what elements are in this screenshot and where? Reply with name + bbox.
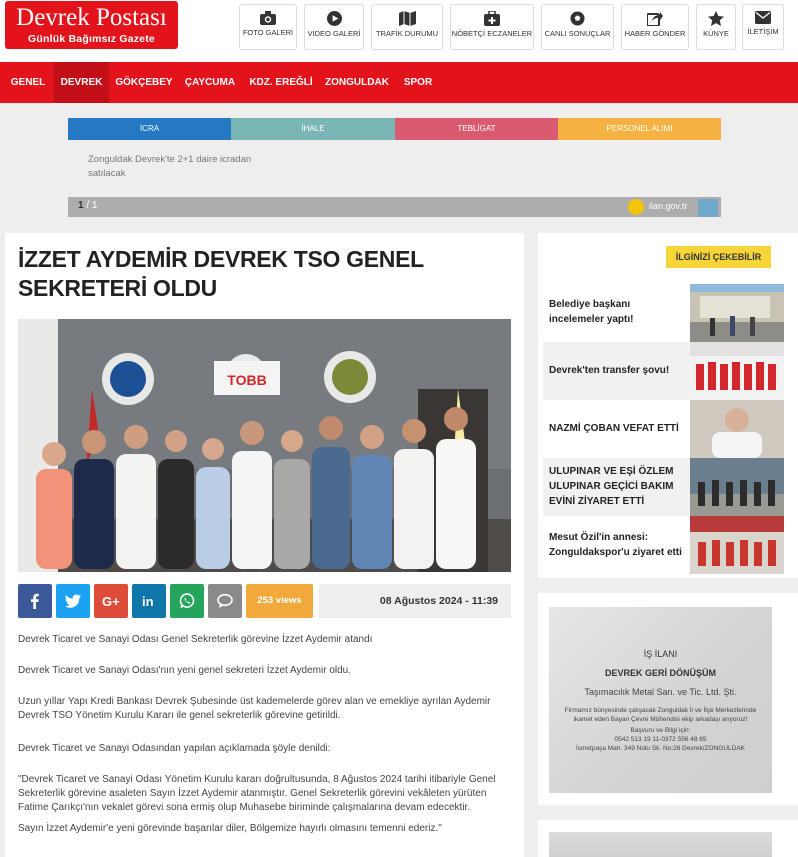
contact-label: İLETİŞİM bbox=[747, 27, 779, 36]
ilan-tab-tebligat[interactable]: TEBLİGAT bbox=[395, 118, 558, 140]
related-news-title: Devrek'ten transfer şovu! bbox=[549, 365, 670, 376]
article-date: 08 Ağustos 2024 - 11:39 bbox=[319, 584, 511, 618]
related-news-title: Mesut Özil'in annesi: Zonguldakspor'u ziyaret etti bbox=[549, 532, 682, 558]
ilan-pager bbox=[68, 197, 721, 217]
site-logo[interactable] bbox=[5, 1, 178, 49]
photo-sign-text: TOBB bbox=[227, 372, 267, 388]
related-news-title: ULUPINAR VE EŞİ ÖZLEM ULUPINAR GEÇİCİ BAKIM EVİNİ ZİYARET ETTİ bbox=[549, 466, 674, 507]
logo-name: Devrek Postası bbox=[16, 4, 167, 31]
nav-item-devrek[interactable]: DEVREK bbox=[54, 62, 109, 103]
ilan-listing-link[interactable]: Zonguldak Devrek'te 2+1 daire icradan satılacak bbox=[88, 154, 252, 179]
linkedin-icon bbox=[141, 593, 157, 609]
pharmacy-button[interactable] bbox=[450, 4, 534, 50]
share-linkedin-button[interactable] bbox=[132, 584, 166, 618]
sidebar-ad-placeholder[interactable] bbox=[549, 832, 772, 857]
share-whatsapp-button[interactable] bbox=[170, 584, 204, 618]
related-news-title: NAZMİ ÇOBAN VEFAT ETTİ bbox=[549, 423, 679, 434]
mail-icon bbox=[755, 11, 771, 24]
article-paragraph: Uzun yıllar Yapı Kredi Bankası Devrek Şubesinde üst kademelerde görev alan ve emekliye ayrılan Aydemir Devrek TSO Yönetim Kurulu Kararı ile genel sekreterlik görevine getirildi. bbox=[18, 696, 491, 721]
group-photo-image bbox=[18, 319, 511, 572]
article-paragraph: Devrek Ticaret ve Sanayi Odası Genel Sekreterlik görevine İzzet Aydemir atandı bbox=[18, 634, 373, 645]
svg-text:G+: G+ bbox=[102, 594, 120, 609]
related-news-badge: İLGİNİZİ ÇEKEBİLİR bbox=[666, 246, 771, 268]
camera-icon bbox=[260, 11, 276, 25]
article-quote: "Devrek Ticaret ve Sanayi Odası Yönetim Kurulu kararı doğrultusunda, 8 Ağustos 2024 tarihi itibariyle Genel Sekreterlik görevine asaleten Sayın İzzet Aydemir atanmıştır. Genel Sekreterlik görevini vekâleten yürüten Fatime Çarıkçı'nın vekalet görevi sona ermiş olup Muhasebe biriminde çalışmalarına devam edecektir. bbox=[18, 774, 496, 813]
nav-item-spor[interactable]: SPOR bbox=[403, 77, 433, 88]
related-news-title: Belediye başkanı incelemeler yaptı! bbox=[549, 299, 634, 325]
share-google-plus-button[interactable] bbox=[94, 584, 128, 618]
article-photo[interactable] bbox=[18, 319, 511, 572]
related-news-item[interactable] bbox=[543, 516, 784, 574]
share-twitter-button[interactable] bbox=[56, 584, 90, 618]
related-news-widget bbox=[538, 233, 798, 578]
nav-item-kdz-eregli[interactable]: KDZ. EREĞLİ bbox=[249, 77, 313, 88]
photo-gallery-label: FOTO GALERİ bbox=[242, 28, 294, 37]
video-gallery-button[interactable] bbox=[304, 4, 364, 50]
map-icon bbox=[399, 11, 416, 26]
related-news-item[interactable] bbox=[543, 458, 784, 516]
traffic-label: TRAFİK DURUMU bbox=[375, 29, 439, 38]
live-scores-button[interactable] bbox=[541, 4, 614, 50]
share-facebook-button[interactable] bbox=[18, 584, 52, 618]
video-gallery-label: VİDEO GALERİ bbox=[307, 29, 361, 38]
sidebar-widget-next bbox=[538, 820, 798, 857]
job-ad-body: Firmamız bünyesinde çalışacak Zonguldak İl ve İlçe Merkezlerinde ikamet eden Bayan Çevre Mühendisi ekip arkadaşı arıyoruz! bbox=[564, 707, 757, 723]
job-ad-company: DEVREK GERİ DÖNÜŞÜM bbox=[604, 668, 716, 678]
article-quote-end: Sayın İzzet Aydemir'e yeni görevinde başarılar diler, Bölgemize hayırlı olmasını temenni ederiz." bbox=[18, 823, 442, 834]
pharmacy-label: NÖBETÇİ ECZANELER bbox=[451, 29, 533, 38]
ilan-tab-icra[interactable]: İCRA bbox=[68, 118, 231, 140]
job-ad-address: İsmetpaşa Mah. 349 Nolu Sk. No:26 Devrek/ZONGULDAK bbox=[575, 745, 746, 752]
whatsapp-icon bbox=[179, 593, 195, 609]
nav-item-zonguldak[interactable]: ZONGULDAK bbox=[325, 77, 389, 88]
related-news-thumbnail bbox=[690, 516, 784, 574]
google-plus-icon bbox=[102, 593, 120, 609]
ilan-gov-logo-icon bbox=[628, 199, 644, 215]
site-header bbox=[0, 0, 798, 62]
article-paragraph: Devrek Ticaret ve Sanayi Odası'nın yeni genel sekreteri İzzet Aydemir oldu. bbox=[18, 665, 351, 676]
job-ad-apply: Başvuru ve Bilgi için: bbox=[630, 727, 691, 734]
related-news-thumbnail bbox=[690, 458, 784, 516]
ilan-tabs bbox=[68, 118, 721, 140]
nav-item-gokcebey[interactable]: GÖKÇEBEY bbox=[115, 77, 173, 88]
svg-text:in: in bbox=[142, 594, 154, 609]
news-article bbox=[5, 233, 524, 857]
pharmacy-icon bbox=[484, 11, 500, 26]
ilan-tab-ihale[interactable]: İHALE bbox=[231, 118, 395, 140]
job-ad-title: İŞ İLANI bbox=[643, 649, 678, 659]
job-ad-subtitle: Taşımacılık Metal San. ve Tic. Ltd. Şti. bbox=[584, 687, 737, 697]
logo-tagline: Günlük Bağımsız Gazete bbox=[28, 33, 155, 45]
ilan-gov-label: ilan.gov.tr bbox=[649, 201, 688, 211]
live-scores-label: CANLI SONUÇLAR bbox=[544, 29, 611, 38]
send-news-label: HABER GÖNDER bbox=[624, 29, 686, 38]
photo-gallery-button[interactable] bbox=[239, 4, 297, 50]
twitter-icon bbox=[65, 593, 81, 609]
view-count-badge: 253 views bbox=[246, 584, 313, 618]
facebook-icon bbox=[27, 593, 43, 609]
nav-item-caycuma[interactable]: ÇAYCUMA bbox=[184, 77, 236, 88]
ilan-tab-personel-alimi[interactable]: PERSONEL ALIMI bbox=[558, 118, 721, 140]
related-news-item[interactable] bbox=[543, 342, 784, 400]
imprint-button[interactable] bbox=[696, 4, 736, 50]
job-ad-phones: 0542 513 19 11-0372 556 48 85 bbox=[614, 736, 707, 743]
imprint-label: KÜNYE bbox=[703, 29, 729, 38]
football-icon bbox=[570, 11, 585, 26]
related-news-thumbnail bbox=[690, 284, 784, 342]
traffic-button[interactable] bbox=[371, 4, 443, 50]
article-title: İZZET AYDEMİR DEVREK TSO GENEL SEKRETERİ OLDU bbox=[18, 246, 424, 301]
related-news-thumbnail bbox=[690, 400, 784, 458]
star-icon bbox=[708, 11, 724, 26]
press-agency-seal-icon bbox=[698, 199, 718, 217]
share-icon bbox=[647, 11, 663, 26]
send-news-button[interactable] bbox=[621, 4, 689, 50]
related-news-item[interactable] bbox=[543, 400, 784, 458]
comment-icon bbox=[217, 593, 233, 609]
nav-item-genel[interactable]: GENEL bbox=[10, 77, 46, 88]
ilan-page-indicator bbox=[78, 200, 97, 211]
ilan-page-current: 1 bbox=[78, 200, 84, 211]
comment-button[interactable] bbox=[208, 584, 242, 618]
job-ad-widget bbox=[538, 593, 798, 805]
ilan-page-total: / 1 bbox=[86, 200, 98, 211]
play-icon bbox=[327, 11, 342, 26]
related-news-thumbnail bbox=[690, 342, 784, 400]
article-paragraph: Devrek Ticaret ve Sanayi Odasından yapılan açıklamada şöyle denildi: bbox=[18, 743, 331, 754]
related-news-item[interactable] bbox=[543, 284, 784, 342]
main-nav bbox=[0, 62, 798, 103]
contact-button[interactable] bbox=[742, 4, 784, 50]
job-ad-banner[interactable] bbox=[549, 607, 772, 793]
